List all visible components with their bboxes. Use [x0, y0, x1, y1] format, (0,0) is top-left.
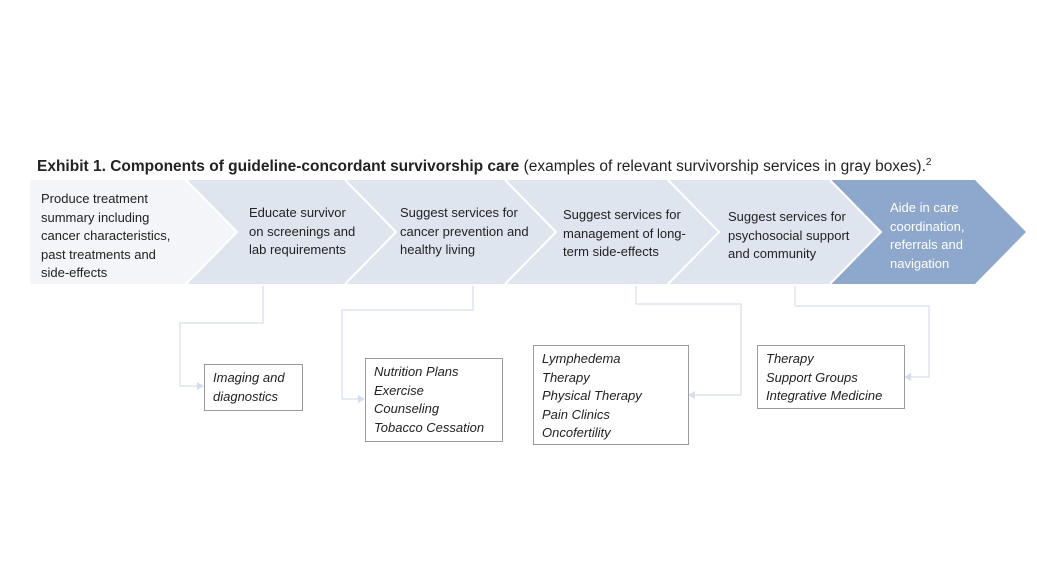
services-box-side-effects: Lymphedema Therapy Physical Therapy Pain Clinics Oncofertility — [533, 345, 689, 445]
exhibit-title: Exhibit 1. Components of guideline-concordant survivorship care (examples of relevant survivorship services in gray boxes).$^2$ — [37, 157, 932, 176]
services-box-prevention: Nutrition Plans Exercise Counseling Tobacco Cessation — [365, 358, 503, 442]
step-4-text: Suggest services for management of long- term side-effects — [563, 207, 686, 259]
services-box-psychosocial: Therapy Support Groups Integrative Medicine — [757, 345, 905, 409]
services-box-imaging: Imaging and diagnostics — [204, 364, 303, 411]
step-3-text: Suggest services for cancer prevention and healthy living — [400, 205, 529, 257]
step-1-text: Produce treatment summary including cancer characteristics, past treatments and side-effects — [41, 191, 171, 280]
step-6-text: Aide in care coordination, referrals and navigation — [890, 200, 965, 271]
step-2-text: Educate survivor on screenings and lab requirements — [249, 205, 356, 257]
step-5-text: Suggest services for psychosocial support and community — [728, 209, 850, 261]
